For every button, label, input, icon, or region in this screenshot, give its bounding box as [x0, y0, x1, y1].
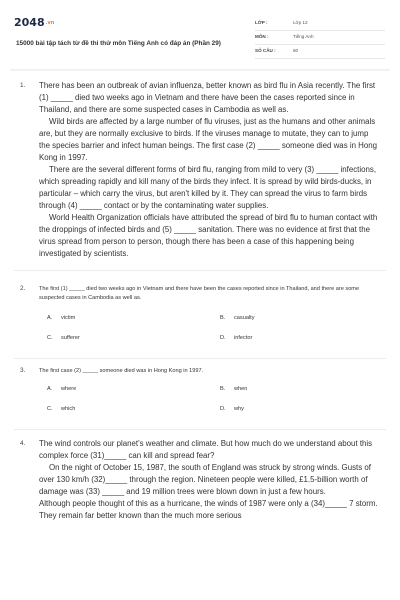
- option-text: which: [61, 405, 76, 412]
- option-text: casualty: [234, 315, 255, 321]
- passage-paragraph: On the night of October 15, 1987, the south of England was struck by strong winds. Gusts of over 130 km/h (32)_____ through the region. Nineteen people were killed, £1.5-billion worth of damage was (33) _____ and 19 million trees were blown down in just a few hours.: [39, 462, 371, 496]
- passage-paragraph: Wild birds are affected by a large number of flu viruses, just as the humans and other animals are, but they are normally exclusive to birds. If the viruses manage to mutate, they can to jump the species barrier and infect human beings. The first case (2) _____ someone died was in Hong Kong in 1997.: [39, 117, 378, 162]
- question-text: The first (1) _____ died two weeks ago in Vietnam and there have been the cases reported since in Thailand, and there are some suspected cases in Cambodia as well as.: [39, 286, 360, 301]
- meta-value: Tiếng Anh: [293, 34, 314, 39]
- option-c[interactable]: [39, 335, 80, 341]
- option-text: where: [61, 385, 77, 392]
- option-key: C.: [47, 335, 53, 341]
- option-key: A.: [47, 315, 53, 321]
- option-d[interactable]: [212, 406, 244, 412]
- answer-options: [39, 315, 390, 355]
- option-text: why: [234, 405, 244, 412]
- passage-paragraph: Although people thought of this as a hurricane, the winds of 1987 were only a (34)_____ 7 storm. They remain far better known than the much more serious: [39, 498, 378, 520]
- logo-suffix: .vn: [45, 20, 55, 26]
- question-1: [10, 73, 390, 270]
- site-logo[interactable]: [14, 16, 54, 29]
- option-text: sufferer: [61, 335, 80, 341]
- passage-paragraph: World Health Organization officials have attributed the spread of bird flu to human contact with the droppings of infected birds and (5) _____ sanitation. There was no evidence at first that the virus spread from person to person, though there has been a case of this happening being investigated by scientists.: [39, 213, 378, 258]
- option-key: A.: [47, 385, 53, 392]
- reading-passage: [39, 438, 378, 522]
- document-header: [10, 10, 390, 62]
- passage-paragraph: There has been an outbreak of avian influenza, better known as bird flu in Asia recently. The first (1) _____ died two weeks ago in Vietnam and there have been the cases reported since in Thailand, and there are some suspected cases in Cambodia as well as.: [39, 81, 376, 114]
- option-d[interactable]: [212, 335, 252, 341]
- question-2: [10, 271, 390, 358]
- question-number: 4.: [20, 439, 26, 447]
- option-key: D.: [220, 335, 226, 341]
- question-number: 2.: [20, 285, 26, 292]
- question-number: 1.: [20, 82, 26, 89]
- passage-paragraph: The wind controls our planet's weather and climate. But how much do we understand about this complex force (31)_____ can kill and spread fear?: [39, 438, 373, 460]
- question-3: [10, 359, 390, 429]
- meta-label: SỐ CÂU :: [255, 48, 276, 53]
- document-title: 15000 bài tập tách từ đề thi thử môn Tiếng Anh có đáp án (Phần 29): [16, 40, 221, 47]
- meta-row-class: [255, 17, 385, 31]
- question-number: 3.: [20, 367, 26, 374]
- logo-text: 2048: [14, 16, 45, 29]
- meta-row-count: [255, 45, 385, 59]
- answer-options: [39, 386, 390, 426]
- option-a[interactable]: [39, 315, 75, 321]
- reading-passage: [39, 80, 378, 260]
- question-list: [10, 73, 390, 522]
- option-c[interactable]: [39, 406, 75, 412]
- option-text: victim: [61, 315, 76, 321]
- option-key: C.: [47, 405, 53, 412]
- header-divider: [10, 69, 390, 71]
- option-key: D.: [220, 405, 226, 412]
- meta-label: MÔN :: [255, 34, 269, 39]
- option-a[interactable]: [39, 386, 76, 392]
- option-key: B.: [220, 315, 226, 321]
- option-b[interactable]: [212, 386, 247, 392]
- document-meta: [255, 17, 385, 59]
- question-4: [10, 430, 390, 522]
- option-b[interactable]: [212, 315, 255, 321]
- option-key: B.: [220, 385, 226, 392]
- meta-label: LỚP :: [255, 20, 268, 25]
- option-text: when: [234, 385, 248, 392]
- meta-value: Lớp 12: [293, 20, 308, 25]
- meta-row-subject: [255, 31, 385, 45]
- passage-paragraph: There are the several different forms of bird flu, ranging from mild to very (3) _____ infections, which spreading rapidly and kill many of the birds they infect. It is spread by wild birds-ducks, in particular – which carry the virus, but aren't killed by it. They can spread the virus to farm birds through (4) _____ contact or by the contaminating water supplies.: [39, 165, 377, 210]
- meta-value: 60: [293, 48, 299, 53]
- option-text: infector: [234, 335, 253, 341]
- question-text: The first case (2) _____ someone died was in Hong Kong in 1997.: [39, 368, 204, 374]
